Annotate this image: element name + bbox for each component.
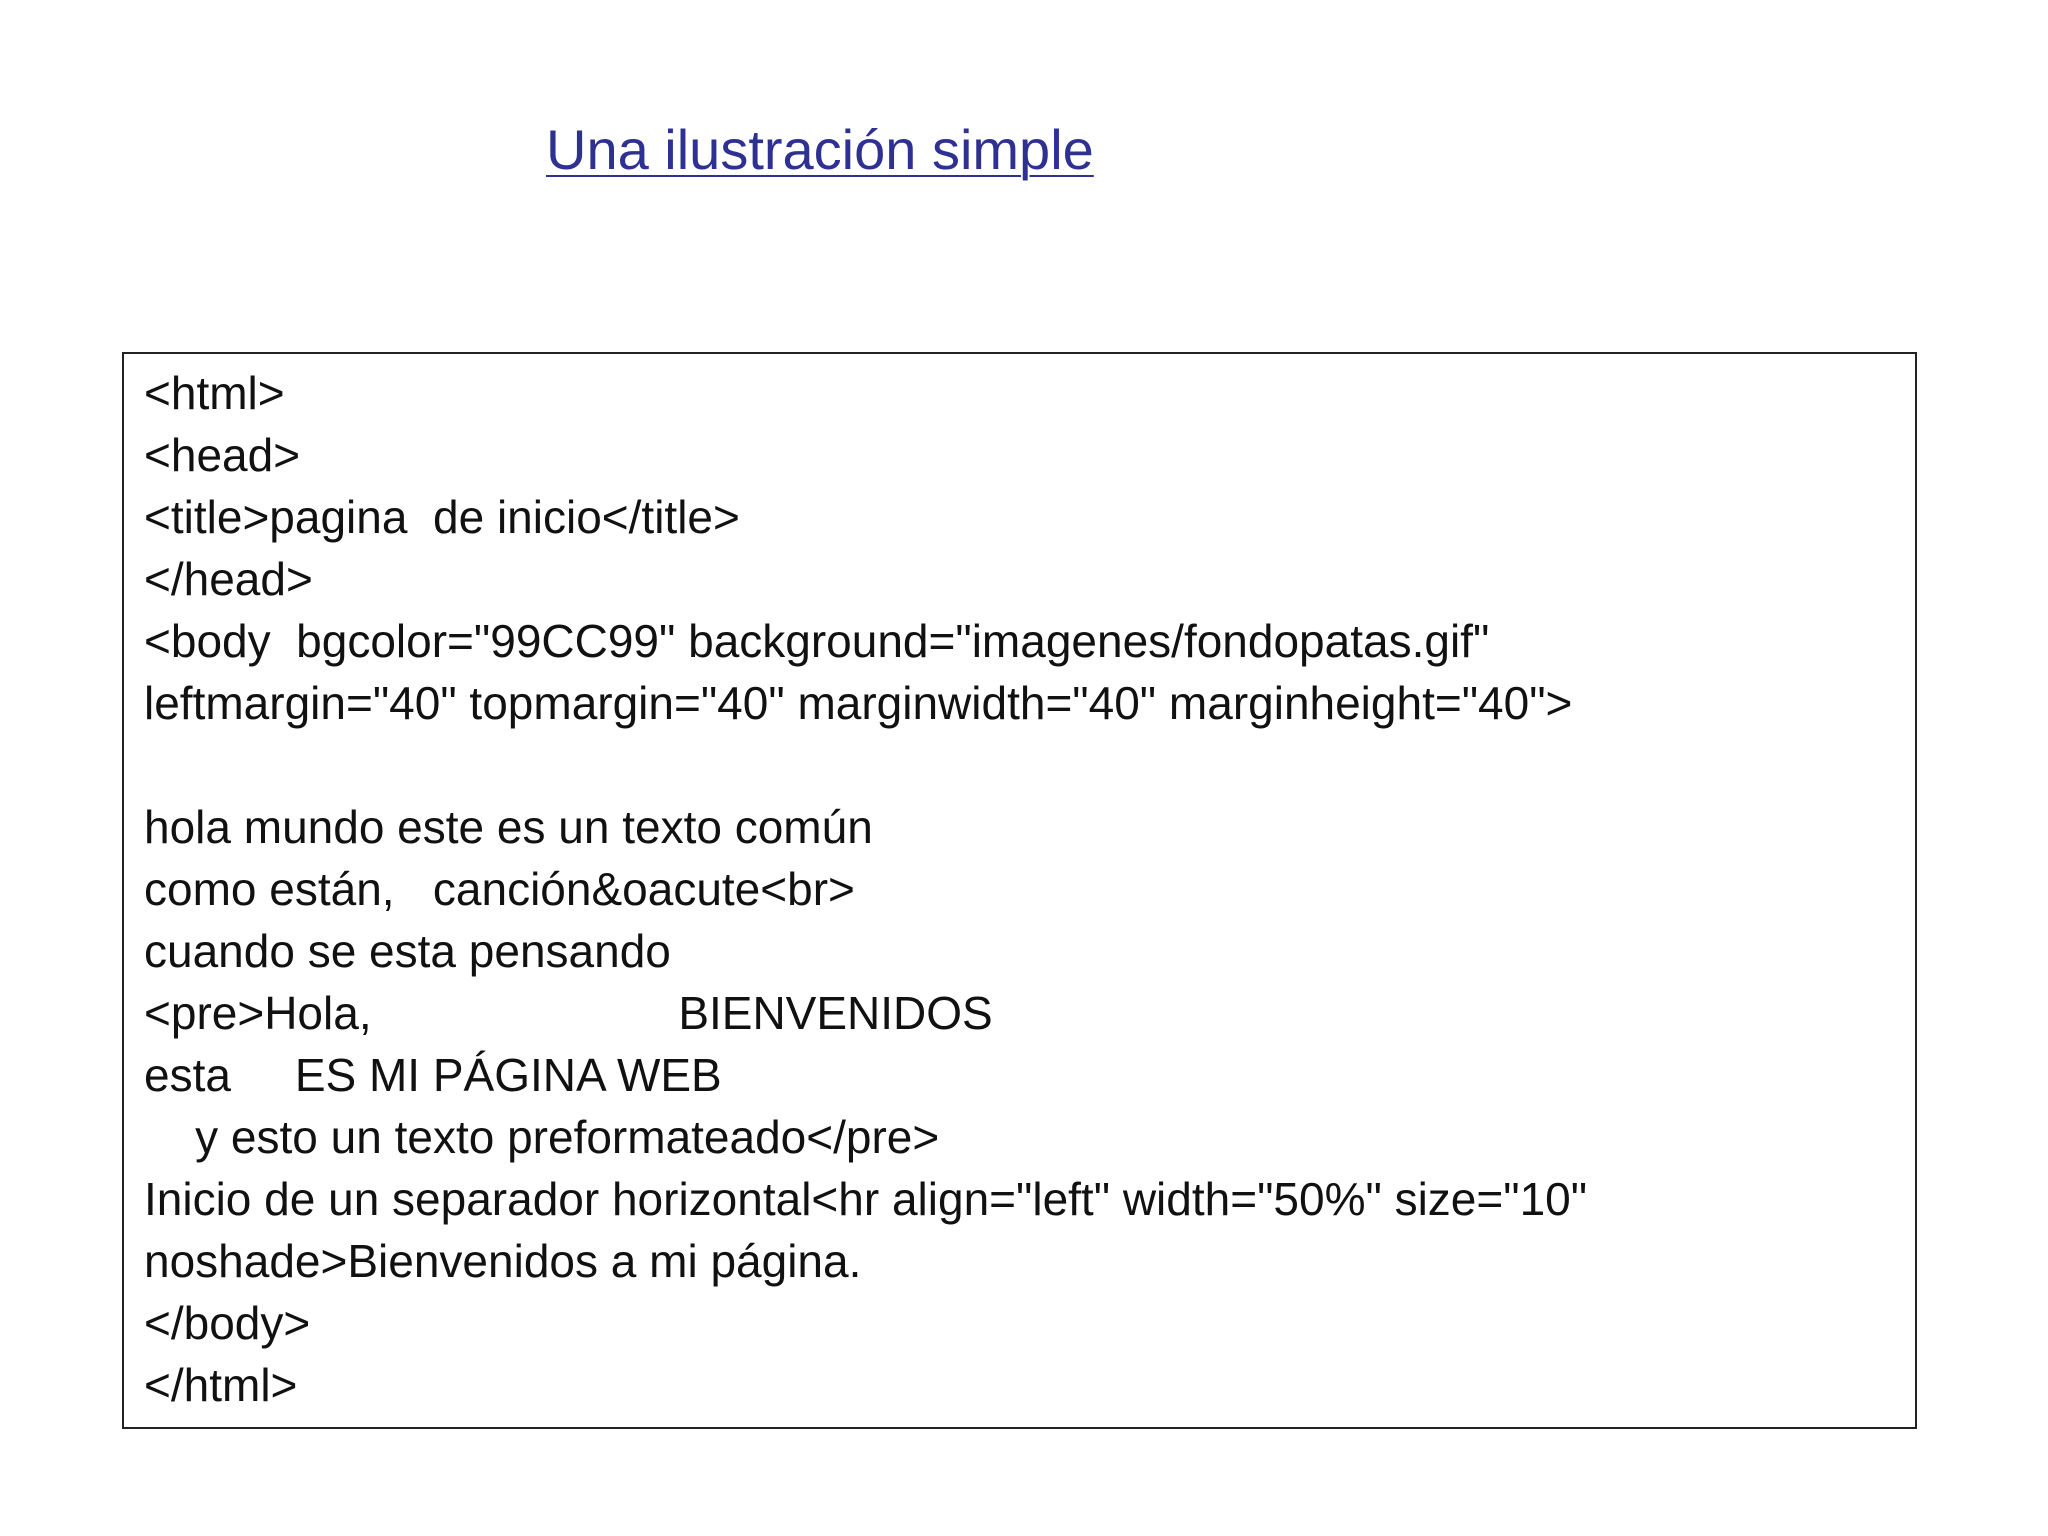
code-line: </body> bbox=[144, 1297, 311, 1349]
code-line: leftmargin="40" topmargin="40" marginwidth="40" marginheight="40"> bbox=[144, 677, 1573, 729]
code-line: </html> bbox=[144, 1359, 298, 1411]
code-line: <head> bbox=[144, 429, 301, 481]
slide-title: Una ilustración simple bbox=[546, 118, 1094, 181]
code-line: <html> bbox=[144, 367, 285, 419]
code-line: esta ES MI PÁGINA WEB bbox=[144, 1049, 722, 1101]
code-line: como están, canción&oacute<br> bbox=[144, 863, 855, 915]
code-line: hola mundo este es un texto común bbox=[144, 801, 873, 853]
code-line: cuando se esta pensando bbox=[144, 925, 671, 977]
code-line: y esto un texto preformateado</pre> bbox=[144, 1111, 940, 1163]
code-line: <pre>Hola, BIENVENIDOS bbox=[144, 987, 993, 1039]
code-line: </head> bbox=[144, 553, 313, 605]
code-line: <body bgcolor="99CC99" background="imagenes/fondopatas.gif" bbox=[144, 615, 1490, 667]
code-line: noshade>Bienvenidos a mi página. bbox=[144, 1235, 862, 1287]
code-line: <title>pagina de inicio</title> bbox=[144, 491, 740, 543]
code-box bbox=[122, 352, 1917, 1429]
code-line: Inicio de un separador horizontal<hr align="left" width="50%" size="10" bbox=[144, 1173, 1588, 1225]
